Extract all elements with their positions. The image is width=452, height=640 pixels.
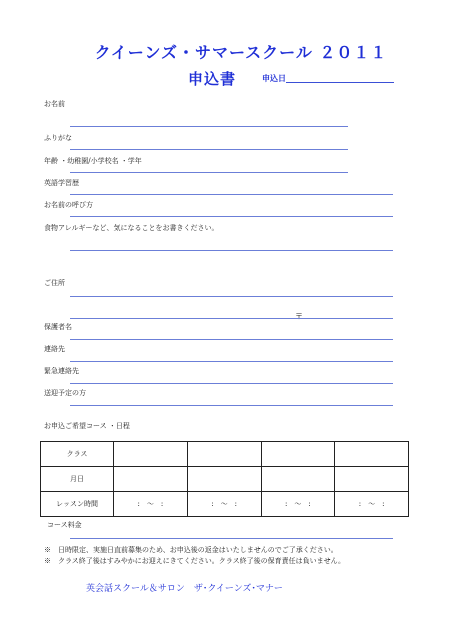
- address-line-2[interactable]: [70, 318, 393, 319]
- table-row: [41, 467, 409, 492]
- date-cell-3[interactable]: [261, 467, 335, 492]
- furigana-line[interactable]: [70, 149, 348, 150]
- name-line[interactable]: [70, 126, 348, 127]
- application-date-line[interactable]: [286, 82, 394, 83]
- course-fee-label: コース料金: [47, 521, 82, 529]
- furigana-label: ふりがな: [44, 134, 72, 142]
- contact-label: 連絡先: [44, 345, 65, 353]
- pickup-person-line[interactable]: [70, 405, 393, 406]
- nickname-label: お名前の呼び方: [44, 201, 93, 209]
- emergency-contact-label: 緊急連絡先: [44, 367, 79, 375]
- pickup-person-label: 送迎予定の方: [44, 389, 86, 397]
- class-cell-4[interactable]: [335, 442, 409, 467]
- date-cell-2[interactable]: [187, 467, 261, 492]
- note-pickup: ※ クラス終了後はすみやかにお迎えにきてください。クラス終了後の保育責任は負いません。: [44, 557, 345, 565]
- course-schedule-table: [40, 441, 409, 517]
- time-cell-2[interactable]: : 〜 :: [187, 492, 261, 517]
- age-school-grade-label: 年齢 ・幼稚園/小学校名 ・学年: [44, 157, 142, 165]
- address-line-1[interactable]: [70, 296, 393, 297]
- class-cell-3[interactable]: [261, 442, 335, 467]
- allergy-line[interactable]: [70, 250, 393, 251]
- name-label: お名前: [44, 100, 65, 108]
- row-header-lesson-time: レッスン時間: [41, 492, 114, 517]
- row-header-class: クラス: [41, 442, 114, 467]
- time-cell-3[interactable]: : 〜 :: [261, 492, 335, 517]
- row-header-date: 月日: [41, 467, 114, 492]
- application-date-label: 申込日: [262, 74, 286, 83]
- age-school-grade-line[interactable]: [70, 172, 348, 173]
- table-row: [41, 492, 409, 517]
- guardian-line[interactable]: [70, 339, 393, 340]
- time-cell-1[interactable]: : 〜 :: [114, 492, 188, 517]
- course-fee-line[interactable]: [70, 538, 393, 539]
- form-subtitle: 申込書: [188, 70, 237, 88]
- allergy-label: 食物アレルギーなど、気になることをお書きください。: [44, 224, 219, 232]
- nickname-line[interactable]: [70, 216, 393, 217]
- course-section-label: お申込ご希望コース ・日程: [44, 422, 130, 430]
- note-refund: ※ 日時限定、実施日直前募集のため、お申込後の返金はいたしませんのでご了承ください。: [44, 546, 338, 554]
- date-cell-1[interactable]: [114, 467, 188, 492]
- english-history-line[interactable]: [70, 194, 393, 195]
- school-name-footer: 英会話スクール＆サロン ザ･クイーンズ･マナー: [86, 584, 283, 594]
- class-cell-2[interactable]: [187, 442, 261, 467]
- postal-mark-icon: 〒: [295, 312, 303, 321]
- english-history-label: 英語学習歴: [44, 179, 79, 187]
- date-cell-4[interactable]: [335, 467, 409, 492]
- time-cell-4[interactable]: : 〜 :: [335, 492, 409, 517]
- address-label: ご住所: [44, 279, 65, 287]
- guardian-label: 保護者名: [44, 323, 72, 331]
- table-row: [41, 442, 409, 467]
- form-title: クイーンズ・サマースクール ２０１１: [94, 43, 388, 62]
- emergency-contact-line[interactable]: [70, 383, 393, 384]
- class-cell-1[interactable]: [114, 442, 188, 467]
- contact-line[interactable]: [70, 361, 393, 362]
